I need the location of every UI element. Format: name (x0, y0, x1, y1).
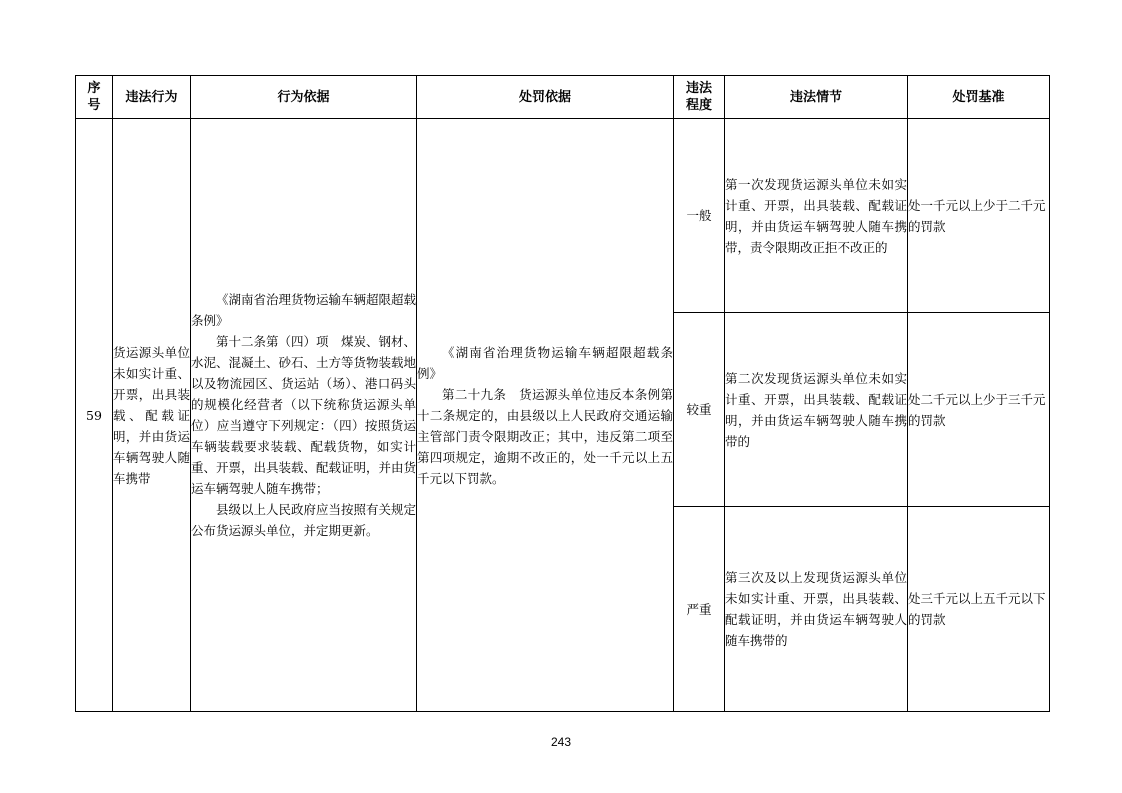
header-row (76, 76, 1050, 119)
degree-severe: 严重 (674, 507, 725, 712)
circumstance-serious: 第二次发现货运源头单位未如实计重、开票，出具装载、配载证明，并由货运车辆驾驶人随车携带的 (725, 313, 908, 507)
row-penalty-basis (417, 119, 674, 712)
circumstance-general: 第一次发现货运源头单位未如实计重、开票，出具装载、配载证明，并由货运车辆驾驶人随车携带，责令限期改正拒不改正的 (725, 119, 908, 313)
header-seq: 序 号 (76, 76, 113, 119)
row-violation: 货运源头单位未如实计重、开票，出具装载、配载证明，并由货运车辆驾驶人随车携带 (113, 119, 191, 712)
row-seq: 59 (76, 119, 113, 712)
penalty-table (75, 75, 1050, 712)
degree-general: 一般 (674, 119, 725, 313)
circumstance-severe: 第三次及以上发现货运源头单位未如实计重、开票，出具装载、配载证明，并由货运车辆驾驶人随车携带的 (725, 507, 908, 712)
act-basis-article: 第十二条第（四）项 煤炭、钢材、水泥、混凝土、砂石、土方等货物装载地以及物流园区、货运站（场）、港口码头的规模化经营者（以下统称货运源头单位）应当遵守下列规定：（四）按照货运车辆装载要求装载、配载货物，如实计重、开票，出具装载、配载证明，并由货运车辆驾驶人随车携带； (191, 334, 417, 496)
header-circumstance: 违法情节 (725, 76, 908, 119)
standard-severe: 处三千元以上五千元以下的罚款 (908, 507, 1050, 712)
standard-general: 处一千元以上少于二千元的罚款 (908, 119, 1050, 313)
penalty-basis-title: 《湖南省治理货物运输车辆超限超载条例》 (417, 344, 673, 381)
degree-serious: 较重 (674, 313, 725, 507)
act-basis-note: 县级以上人民政府应当按照有关规定公布货运源头单位，并定期更新。 (191, 502, 417, 538)
table-row (76, 119, 1050, 313)
row-act-basis (191, 119, 417, 712)
page-number: 243 (550, 735, 572, 749)
header-standard: 处罚基准 (908, 76, 1050, 119)
header-penalty-basis: 处罚依据 (417, 76, 674, 119)
act-basis-title: 《湖南省治理货物运输车辆超限超载条例》 (191, 292, 417, 328)
standard-serious: 处二千元以上少于三千元的罚款 (908, 313, 1050, 507)
header-violation: 违法行为 (113, 76, 191, 119)
penalty-basis-article: 第二十九条 货运源头单位违反本条例第十二条规定的，由县级以上人民政府交通运输主管部门责令限期改正；其中，违反第二项至第四项规定，逾期不改正的，处一千元以上五千元以下罚款。 (417, 386, 673, 486)
header-degree: 违法 程度 (674, 76, 725, 119)
header-act-basis: 行为依据 (191, 76, 417, 119)
